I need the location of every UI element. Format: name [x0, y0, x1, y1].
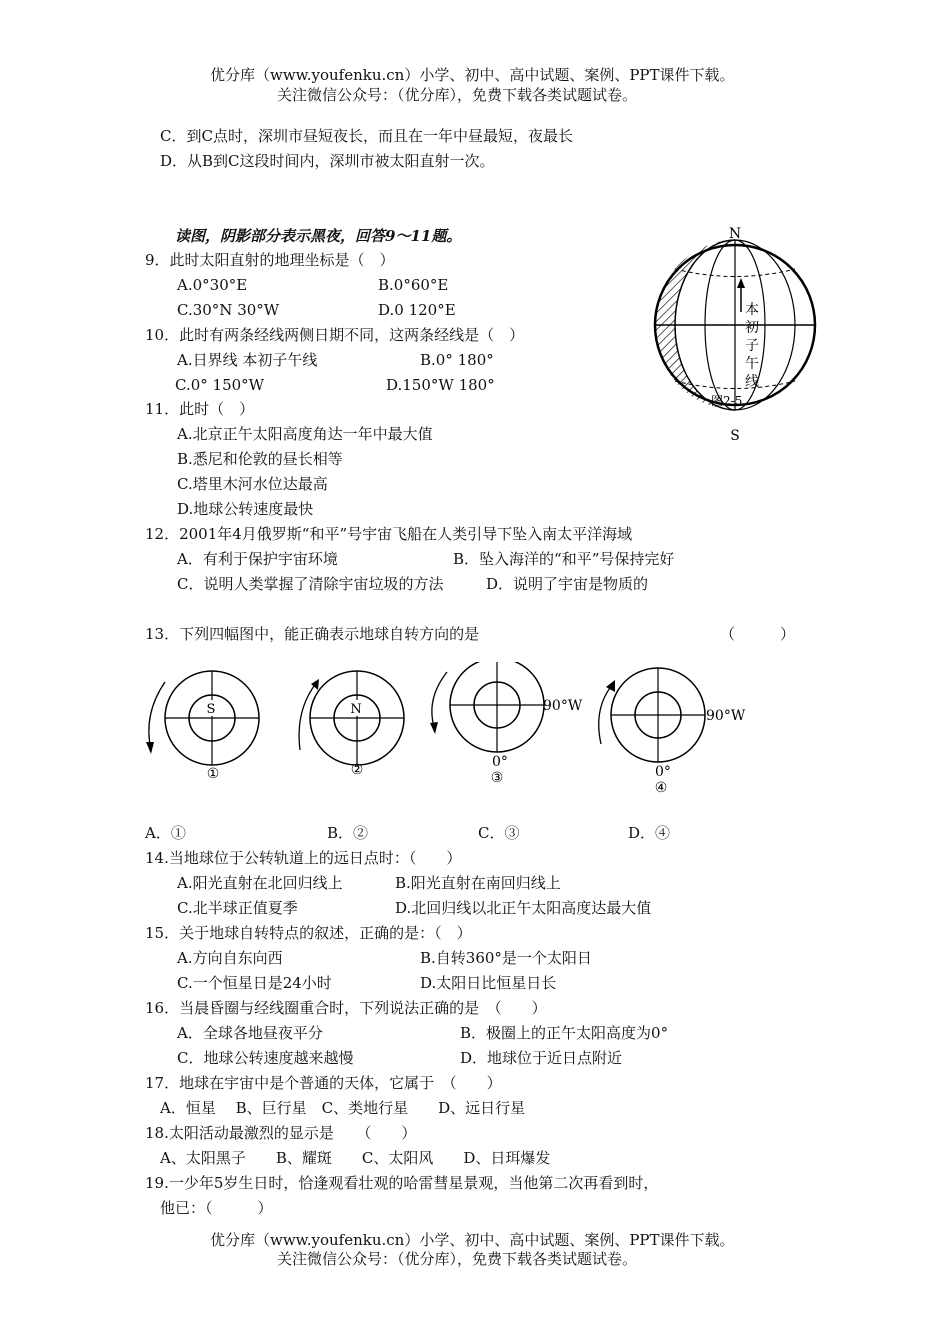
q11-option-a: A.北京正午太阳高度角达一年中最大值 [177, 425, 433, 443]
pole-label-n: N [350, 702, 362, 717]
q14-option-c: C.北半球正值夏季 [177, 899, 298, 917]
q19-stem: 19.一少年5岁生日时，恰逢观看壮观的哈雷彗星景观，当他第二次再看到时， [145, 1174, 659, 1192]
q16-option-c: C．地球公转速度越来越慢 [177, 1049, 354, 1067]
diagram-2 [299, 671, 404, 778]
q12-option-c: C．说明人类掌握了清除宇宙垃圾的方法 [177, 575, 444, 593]
q12-option-d: D．说明了宇宙是物质的 [486, 575, 649, 593]
south-pole-label: S [730, 428, 740, 444]
q16-option-b: B．极圈上的正午太阳高度为0° [460, 1024, 669, 1042]
q14-option-d: D.北回归线以北正午太阳高度达最大值 [395, 899, 652, 917]
q9-option-d: D.0 120°E [378, 301, 456, 319]
diagram-4 [599, 668, 746, 796]
q9-option-c: C.30°N 30°W [177, 301, 280, 319]
q18-stem: 18.太阳活动最激烈的显示是 （ ） [145, 1124, 417, 1142]
q15-option-d: D.太阳日比恒星日长 [420, 974, 557, 992]
q13-option-a: A．① [145, 824, 186, 842]
footer-line-1: 优分库（www.youfenku.cn）小学、初中、高中试题、案例、PPT课件下载。 [210, 1231, 735, 1249]
q15-option-a: A.方向自东向西 [177, 949, 283, 967]
longitude-label: 90°W [706, 708, 746, 724]
q15-option-b: B.自转360°是一个太阳日 [420, 949, 592, 967]
diagram-3 [430, 662, 583, 786]
q9-stem: 9．此时太阳直射的地理坐标是（ ） [145, 251, 395, 269]
meridian-label-char: 本 [745, 302, 759, 318]
q11-option-b: B.悉尼和伦敦的昼长相等 [177, 450, 343, 468]
header-line-1: 优分库（www.youfenku.cn）小学、初中、高中试题、案例、PPT课件下载。 [210, 66, 735, 84]
q12-option-b: B．坠入海洋的“和平”号保持完好 [453, 550, 675, 568]
q10-option-c: C.0° 150°W [175, 376, 265, 394]
q11-option-c: C.塔里木河水位达最高 [177, 475, 328, 493]
q14-stem: 14.当地球位于公转轨道上的远日点时：（ ） [145, 849, 462, 867]
q11-option-d: D.地球公转速度最快 [177, 500, 314, 518]
q13-option-d: D．④ [628, 824, 671, 842]
meridian-label-char: 初 [745, 320, 759, 336]
q12-option-a: A．有利于保护宇宙环境 [177, 550, 338, 568]
q13-answer-paren: （ ） [720, 625, 796, 643]
rotation-diagrams [135, 662, 795, 802]
q14-option-a: A.阳光直射在北回归线上 [177, 874, 343, 892]
longitude-label: 90°W [543, 698, 583, 714]
diagram-number-4: ④ [654, 780, 668, 796]
figure-label: 图2-5 [711, 394, 743, 408]
prev-option-d: D．从B到C这段时间内，深圳市被太阳直射一次。 [160, 152, 495, 170]
pole-label-s: S [206, 702, 216, 717]
meridian-label-char: 子 [745, 338, 759, 354]
q16-option-a: A．全球各地昼夜平分 [177, 1024, 323, 1042]
footer-line-2: 关注微信公众号：（优分库），免费下载各类试题试卷。 [277, 1250, 638, 1268]
q15-stem: 15．关于地球自转特点的叙述，正确的是：（ ） [145, 924, 472, 942]
q13-option-c: C．③ [478, 824, 520, 842]
section-intro: 读图，阴影部分表示黑夜，回答9～11题。 [175, 227, 462, 245]
q13-option-b: B．② [327, 824, 369, 842]
q10-option-b: B.0° 180° [420, 351, 494, 369]
meridian-label-char: 线 [745, 374, 759, 390]
north-pole-label: N [728, 226, 742, 242]
q19-continuation: 他已：（ ） [160, 1199, 273, 1217]
diagram-number-2: ② [350, 762, 364, 778]
globe-diagram [645, 222, 825, 448]
q10-option-d: D.150°W 180° [386, 376, 495, 394]
header-line-2: 关注微信公众号：（优分库），免费下载各类试题试卷。 [277, 86, 638, 104]
diagram-number-3: ③ [490, 770, 504, 786]
q10-option-a: A.日界线 本初子午线 [177, 351, 318, 369]
q11-stem: 11．此时（ ） [145, 400, 255, 418]
q12-stem: 12．2001年4月俄罗斯“和平”号宇宙飞船在人类引导下坠入南太平洋海域 [145, 525, 633, 543]
zero-meridian-label: 0° [492, 754, 508, 770]
prev-option-c: C．到C点时，深圳市昼短夜长，而且在一年中昼最短，夜最长 [160, 127, 573, 145]
q16-stem: 16．当晨昏圈与经线圈重合时，下列说法正确的是 （ ） [145, 999, 547, 1017]
zero-meridian-label: 0° [655, 764, 671, 780]
q14-option-b: B.阳光直射在南回归线上 [395, 874, 561, 892]
q9-option-a: A.0°30°E [177, 276, 248, 294]
q16-option-d: D．地球位于近日点附近 [460, 1049, 623, 1067]
diagram-1 [146, 671, 259, 782]
meridian-label-char: 午 [745, 356, 759, 372]
q15-option-c: C.一个恒星日是24小时 [177, 974, 332, 992]
q9-option-b: B.0°60°E [378, 276, 449, 294]
q17-stem: 17．地球在宇宙中是个普通的天体，它属于 （ ） [145, 1074, 502, 1092]
q18-options: A、太阳黑子 B、耀斑 C、太阳风 D、日珥爆发 [160, 1149, 551, 1167]
q17-options: A．恒星 B、巨行星 C、类地行星 D、远日行星 [160, 1099, 526, 1117]
q13-stem: 13．下列四幅图中，能正确表示地球自转方向的是 [145, 625, 480, 643]
q10-stem: 10．此时有两条经线两侧日期不同，这两条经线是（ ） [145, 326, 525, 344]
diagram-number-1: ① [206, 766, 220, 782]
